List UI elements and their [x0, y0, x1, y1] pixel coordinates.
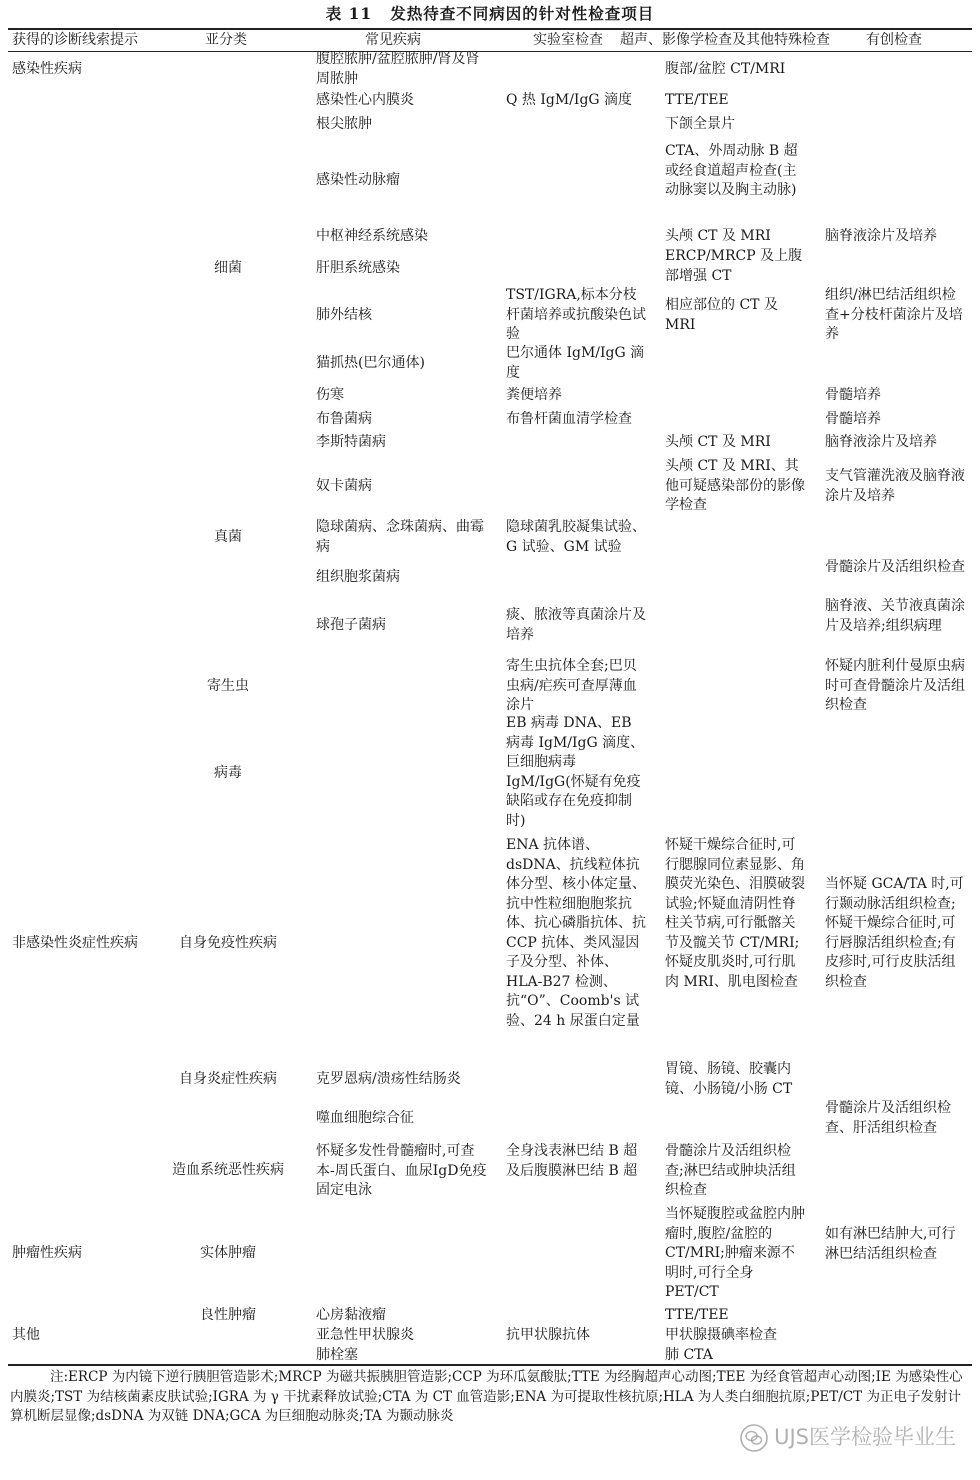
- header-lab: 实验室检查: [533, 32, 603, 48]
- disease-myeloma: 怀疑多发性骨髓瘤时,可查本-周氏蛋白、血尿IgD免疫固定电泳: [316, 1143, 487, 1198]
- inv-autoimmune: 当怀疑 GCA/TA 时,可行颞动脉活组织检查;怀疑干燥综合征时,可行唇腺活组织检查;有皮疹时,可行皮肤活组织检查: [825, 876, 964, 990]
- sub-bacteria: 细菌: [214, 260, 242, 276]
- disease-endocarditis: 感染性心内膜炎: [316, 92, 414, 108]
- sub-fungi: 真菌: [214, 529, 242, 545]
- inv-hlh: 骨髓涂片及活组织检查、肝活组织检查: [825, 1100, 951, 1136]
- sub-solid-tumor: 实体肿瘤: [200, 1245, 256, 1261]
- disease-coccidioides: 球孢子菌病: [316, 617, 386, 633]
- disease-myxoma: 心房黏液瘤: [316, 1307, 386, 1323]
- table-title: [0, 4, 980, 24]
- inv-marrow-2: 骨髓培养: [825, 411, 881, 427]
- img-panoramic: 下颌全景片: [665, 116, 735, 132]
- sub-benign-tumor: 良性肿瘤: [200, 1307, 256, 1323]
- inv-marrow-1: 骨髓培养: [825, 387, 881, 403]
- category-other: 其他: [12, 1327, 40, 1343]
- lab-autoimmune: ENA 抗体谱、dsDNA、抗线粒体抗体分型、核小体定量、抗中性粒细胞胞浆抗体、抗心磷脂抗体、抗 CCP 抗体、类风湿因子及分型、补体、HLA-B27 检测、抗“O”、Coomb's 试验、24 h 尿蛋白定量: [506, 837, 646, 1029]
- img-head-2: 头颅 CT 及 MRI: [665, 434, 771, 450]
- table-number: 表 11: [325, 4, 373, 23]
- header-imaging: 超声、影像学检查及其他特殊检查: [620, 32, 830, 48]
- inv-fungal: 脑脊液、关节液真菌涂片及培养;组织病理: [825, 598, 965, 634]
- header-invasive: 有创检查: [866, 32, 922, 48]
- disease-nocardia: 奴卡菌病: [316, 478, 372, 494]
- lab-parasite: 寄生虫抗体全套;巴贝虫病/疟疾可查厚薄血涂片: [506, 658, 637, 713]
- disease-cat-scratch: 猫抓热(巴尔通体): [316, 355, 425, 371]
- disease-periapical: 根尖脓肿: [316, 116, 372, 132]
- header-clue: 获得的诊断线索提示: [12, 32, 138, 48]
- disease-pe: 肺栓塞: [316, 1347, 358, 1363]
- watermark: [740, 1424, 956, 1452]
- category-infectious: 感染性疾病: [12, 61, 82, 77]
- sub-autoinflammatory: 自身炎症性疾病: [179, 1071, 277, 1087]
- category-noninfectious: 非感染性炎症性疾病: [12, 935, 138, 951]
- disease-hepatobiliary: 肝胆系统感染: [316, 260, 400, 276]
- disease-abscess: 腹腔脓肿/盆腔脓肿/肾及肾周脓肿: [316, 51, 480, 87]
- lab-tb: TST/IGRA,标本分枝杆菌培养或抗酸染色试验: [506, 287, 646, 342]
- table-title-text: 发热待查不同病因的针对性检查项目: [390, 4, 655, 23]
- lab-bartonella: 巴尔通体 IgM/IgG 滴度: [506, 345, 645, 381]
- sub-hematologic: 造血系统恶性疾病: [172, 1162, 284, 1178]
- img-local-ct: 相应部位的 CT 及 MRI: [665, 297, 778, 333]
- header-subcategory: 亚分类: [205, 32, 247, 48]
- disease-cns: 中枢神经系统感染: [316, 228, 428, 244]
- disease-listeria: 李斯特菌病: [316, 434, 386, 450]
- lab-brucella: 布鲁杆菌血清学检查: [506, 411, 632, 427]
- inv-bal: 支气管灌洗液及脑脊液涂片及培养: [825, 468, 965, 504]
- watermark-text: UJS医学检验毕业生: [774, 1425, 956, 1450]
- lab-fungal-antigen: 隐球菌乳胶凝集试验、G 试验、GM 试验: [506, 519, 646, 555]
- table-footnote: 注:ERCP 为内镜下逆行胰胆管造影术;MRCP 为磁共振胰胆管造影;CCP 为环瓜氨酸肽;TTE 为经胸超声心动图;TEE 为经食管超声心动图;IE 为感染性心内膜炎;TST 为结核菌素皮肤试验;IGRA 为 γ 干扰素释放试验;CTA 为 CT 血管造影;ENA 为可提取性核抗原;HLA 为人类白细胞抗原;PET/CT 为正电子发射计算机断层显像;dsDNA 为双链 DNA;GCA 为巨细胞动脉炎;TA 为颞动脉炎: [10, 1369, 963, 1424]
- inv-csf-1: 脑脊液涂片及培养: [825, 228, 937, 244]
- wechat-icon: [740, 1424, 768, 1452]
- header-disease: 常见疾病: [365, 32, 421, 48]
- lab-thyroid: 抗甲状腺抗体: [506, 1327, 590, 1343]
- img-echo-2: TTE/TEE: [665, 1307, 729, 1323]
- img-head-1: 头颅 CT 及 MRI: [665, 228, 771, 244]
- img-ercp: ERCP/MRCP 及上腹部增强 CT: [665, 248, 803, 284]
- lab-fungal-culture: 痰、脓液等真菌涂片及培养: [506, 607, 646, 643]
- lab-q-fever: Q 热 IgM/IgG 滴度: [506, 92, 633, 108]
- img-endoscopy: 胃镜、肠镜、胶囊内镜、小肠镜/小肠 CT: [665, 1061, 793, 1097]
- disease-histoplasma: 组织胞浆菌病: [316, 569, 400, 585]
- inv-csf-2: 脑脊液涂片及培养: [825, 434, 937, 450]
- disease-hlh: 噬血细胞综合征: [316, 1110, 414, 1126]
- lab-virus: EB 病毒 DNA、EB 病毒 IgM/IgG 滴度、巨细胞病毒 IgM/IgG(怀疑有免疫缺陷或存在免疫抑制时): [506, 715, 645, 829]
- inv-tb: 组织/淋巴结活组织检查+分枝杆菌涂片及培养: [825, 287, 963, 342]
- sub-autoimmune: 自身免疫性疾病: [179, 935, 277, 951]
- disease-aneurysm: 感染性动脉瘤: [316, 172, 400, 188]
- disease-brucellosis: 布鲁菌病: [316, 411, 372, 427]
- disease-thyroiditis: 亚急性甲状腺炎: [316, 1327, 414, 1343]
- disease-typhoid: 伤寒: [316, 387, 344, 403]
- sub-parasite: 寄生虫: [207, 678, 249, 694]
- inv-leishmania: 怀疑内脏利什曼原虫病时可查骨髓涂片及活组织检查: [825, 658, 965, 713]
- top-rule: [8, 28, 972, 30]
- inv-lymph: 如有淋巴结肿大,可行淋巴结活组织检查: [825, 1226, 956, 1262]
- img-autoimmune: 怀疑干燥综合征时,可行腮腺同位素显影、角膜荧光染色、泪膜破裂试验;怀疑血清阴性脊柱关节病,可行骶髂关节及髋关节 CT/MRI;怀疑皮肌炎时,可行肌肉 MRI、肌电图检查: [665, 837, 805, 990]
- sub-virus: 病毒: [214, 765, 242, 781]
- lab-lymph-ultrasound: 全身浅表淋巴结 B 超及后腹膜淋巴结 B 超: [506, 1143, 638, 1179]
- img-marrow: 骨髓涂片及活组织检查;淋巴结或肿块活组织检查: [665, 1143, 796, 1198]
- category-tumor: 肿瘤性疾病: [12, 1245, 82, 1261]
- img-thyroid: 甲状腺摄碘率检查: [665, 1327, 777, 1343]
- lab-stool: 粪便培养: [506, 387, 562, 403]
- inv-marrow-3: 骨髓涂片及活组织检查: [825, 559, 965, 575]
- img-tumor: 当怀疑腹腔或盆腔内肿瘤时,腹腔/盆腔的 CT/MRI;肿瘤来源不明时,可行全身 PET/CT: [665, 1206, 805, 1300]
- disease-tb: 肺外结核: [316, 307, 372, 323]
- img-head-3: 头颅 CT 及 MRI、其他可疑感染部份的影像学检查: [665, 458, 805, 513]
- img-echo: TTE/TEE: [665, 92, 729, 108]
- disease-cryptococcus: 隐球菌病、念珠菌病、曲霉病: [316, 519, 484, 555]
- img-cta: 肺 CTA: [665, 1347, 713, 1363]
- disease-ibd: 克罗恩病/溃疡性结肠炎: [316, 1071, 461, 1087]
- img-aneurysm: CTA、外周动脉 B 超或经食道超声检查(主动脉窦以及胸主动脉): [665, 143, 798, 198]
- img-abdomen: 腹部/盆腔 CT/MRI: [665, 61, 786, 77]
